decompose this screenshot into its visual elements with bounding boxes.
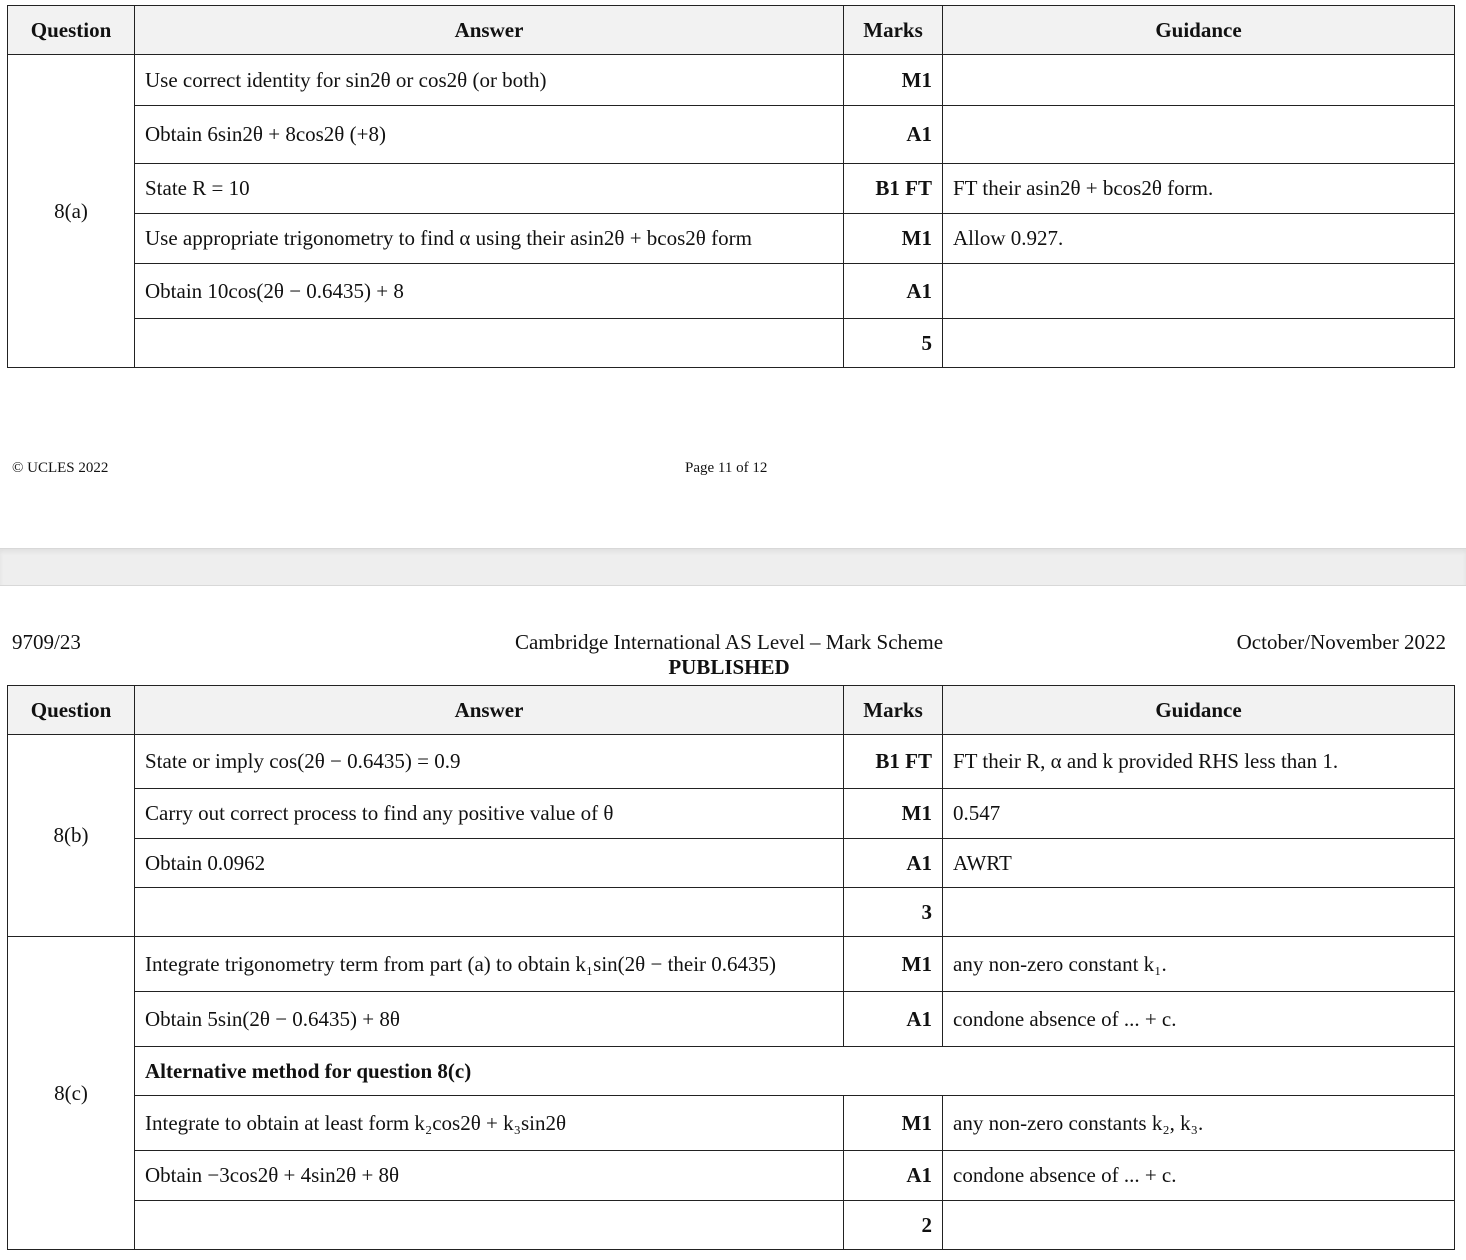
table-row [8, 55, 1455, 106]
answer-cell [135, 1201, 844, 1250]
footer-copyright: © UCLES 2022 [12, 460, 109, 476]
question-number: 8(a) [8, 55, 135, 368]
answer-cell: Obtain 6sin2θ + 8cos2θ (+8) [135, 106, 844, 164]
table-row [8, 164, 1455, 214]
answer-cell: Obtain −3cos2θ + 4sin2θ + 8θ [135, 1151, 844, 1201]
marks-cell: M1 [844, 789, 943, 839]
marks-cell: B1 FT [844, 735, 943, 789]
guidance-cell: Allow 0.927. [943, 214, 1455, 264]
guidance-cell: 0.547 [943, 789, 1455, 839]
guidance-cell: AWRT [943, 839, 1455, 888]
guidance-cell [943, 888, 1455, 937]
table-row [8, 1096, 1455, 1151]
alternative-method-heading: Alternative method for question 8(c) [135, 1047, 1455, 1096]
marks-cell: A1 [844, 106, 943, 164]
marks-cell: B1 FT [844, 164, 943, 214]
col-header-marks: Marks [844, 6, 943, 55]
total-row [8, 1201, 1455, 1250]
answer-cell: State R = 10 [135, 164, 844, 214]
table-header-row [8, 686, 1455, 735]
answer-cell [135, 319, 844, 368]
answer-cell [135, 888, 844, 937]
answer-cell: Carry out correct process to find any positive value of θ [135, 789, 844, 839]
table-row [8, 735, 1455, 789]
col-header-answer: Answer [135, 686, 844, 735]
marks-cell: A1 [844, 1151, 943, 1201]
total-marks: 2 [844, 1201, 943, 1250]
guidance-cell [943, 106, 1455, 164]
marks-cell: A1 [844, 992, 943, 1047]
answer-cell: Integrate trigonometry term from part (a) to obtain k₁sin(2θ − their 0.6435) [135, 937, 844, 992]
table-header-row [8, 6, 1455, 55]
alternative-method-row [8, 1047, 1455, 1096]
guidance-cell: condone absence of ... + c. [943, 1151, 1455, 1201]
answer-cell: Integrate to obtain at least form k₂cos2θ + k₃sin2θ [135, 1096, 844, 1151]
guidance-cell [943, 264, 1455, 319]
total-marks: 3 [844, 888, 943, 937]
guidance-cell: FT their R, α and k provided RHS less than 1. [943, 735, 1455, 789]
col-header-guidance: Guidance [943, 6, 1455, 55]
guidance-cell: FT their asin2θ + bcos2θ form. [943, 164, 1455, 214]
guidance-cell [943, 319, 1455, 368]
table-row [8, 264, 1455, 319]
table-row [8, 937, 1455, 992]
table-row [8, 106, 1455, 164]
question-number: 8(c) [8, 937, 135, 1250]
mark-scheme-table-8bc [7, 685, 1455, 1250]
published-label: PUBLISHED [668, 655, 790, 679]
col-header-marks: Marks [844, 686, 943, 735]
table-row [8, 789, 1455, 839]
col-header-question: Question [8, 6, 135, 55]
total-row [8, 319, 1455, 368]
page-separator [0, 548, 1466, 586]
guidance-cell: any non-zero constant k₁. [943, 937, 1455, 992]
table-row [8, 1151, 1455, 1201]
answer-cell: State or imply cos(2θ − 0.6435) = 0.9 [135, 735, 844, 789]
marks-cell: M1 [844, 55, 943, 106]
guidance-cell: any non-zero constants k₂, k₃. [943, 1096, 1455, 1151]
question-number: 8(b) [8, 735, 135, 937]
marks-cell: A1 [844, 264, 943, 319]
page-11 [0, 0, 1466, 548]
answer-cell: Use appropriate trigonometry to find α using their asin2θ + bcos2θ form [135, 214, 844, 264]
page-12 [0, 586, 1466, 1260]
table-row [8, 992, 1455, 1047]
table-row [8, 839, 1455, 888]
marks-cell: M1 [844, 214, 943, 264]
guidance-cell [943, 55, 1455, 106]
total-row [8, 888, 1455, 937]
table-row [8, 214, 1455, 264]
col-header-question: Question [8, 686, 135, 735]
answer-cell: Obtain 5sin(2θ − 0.6435) + 8θ [135, 992, 844, 1047]
document-title: Cambridge International AS Level – Mark Scheme [514, 630, 944, 654]
col-header-answer: Answer [135, 6, 844, 55]
marks-cell: M1 [844, 937, 943, 992]
total-marks: 5 [844, 319, 943, 368]
marks-cell: A1 [844, 839, 943, 888]
answer-cell: Obtain 10cos(2θ − 0.6435) + 8 [135, 264, 844, 319]
mark-scheme-table-8a [7, 5, 1455, 368]
footer-page-number: Page 11 of 12 [685, 460, 768, 476]
exam-session: October/November 2022 [1236, 630, 1446, 654]
marks-cell: M1 [844, 1096, 943, 1151]
answer-cell: Use correct identity for sin2θ or cos2θ (or both) [135, 55, 844, 106]
answer-cell: Obtain 0.0962 [135, 839, 844, 888]
guidance-cell [943, 1201, 1455, 1250]
guidance-cell: condone absence of ... + c. [943, 992, 1455, 1047]
paper-code: 9709/23 [12, 630, 81, 654]
col-header-guidance: Guidance [943, 686, 1455, 735]
